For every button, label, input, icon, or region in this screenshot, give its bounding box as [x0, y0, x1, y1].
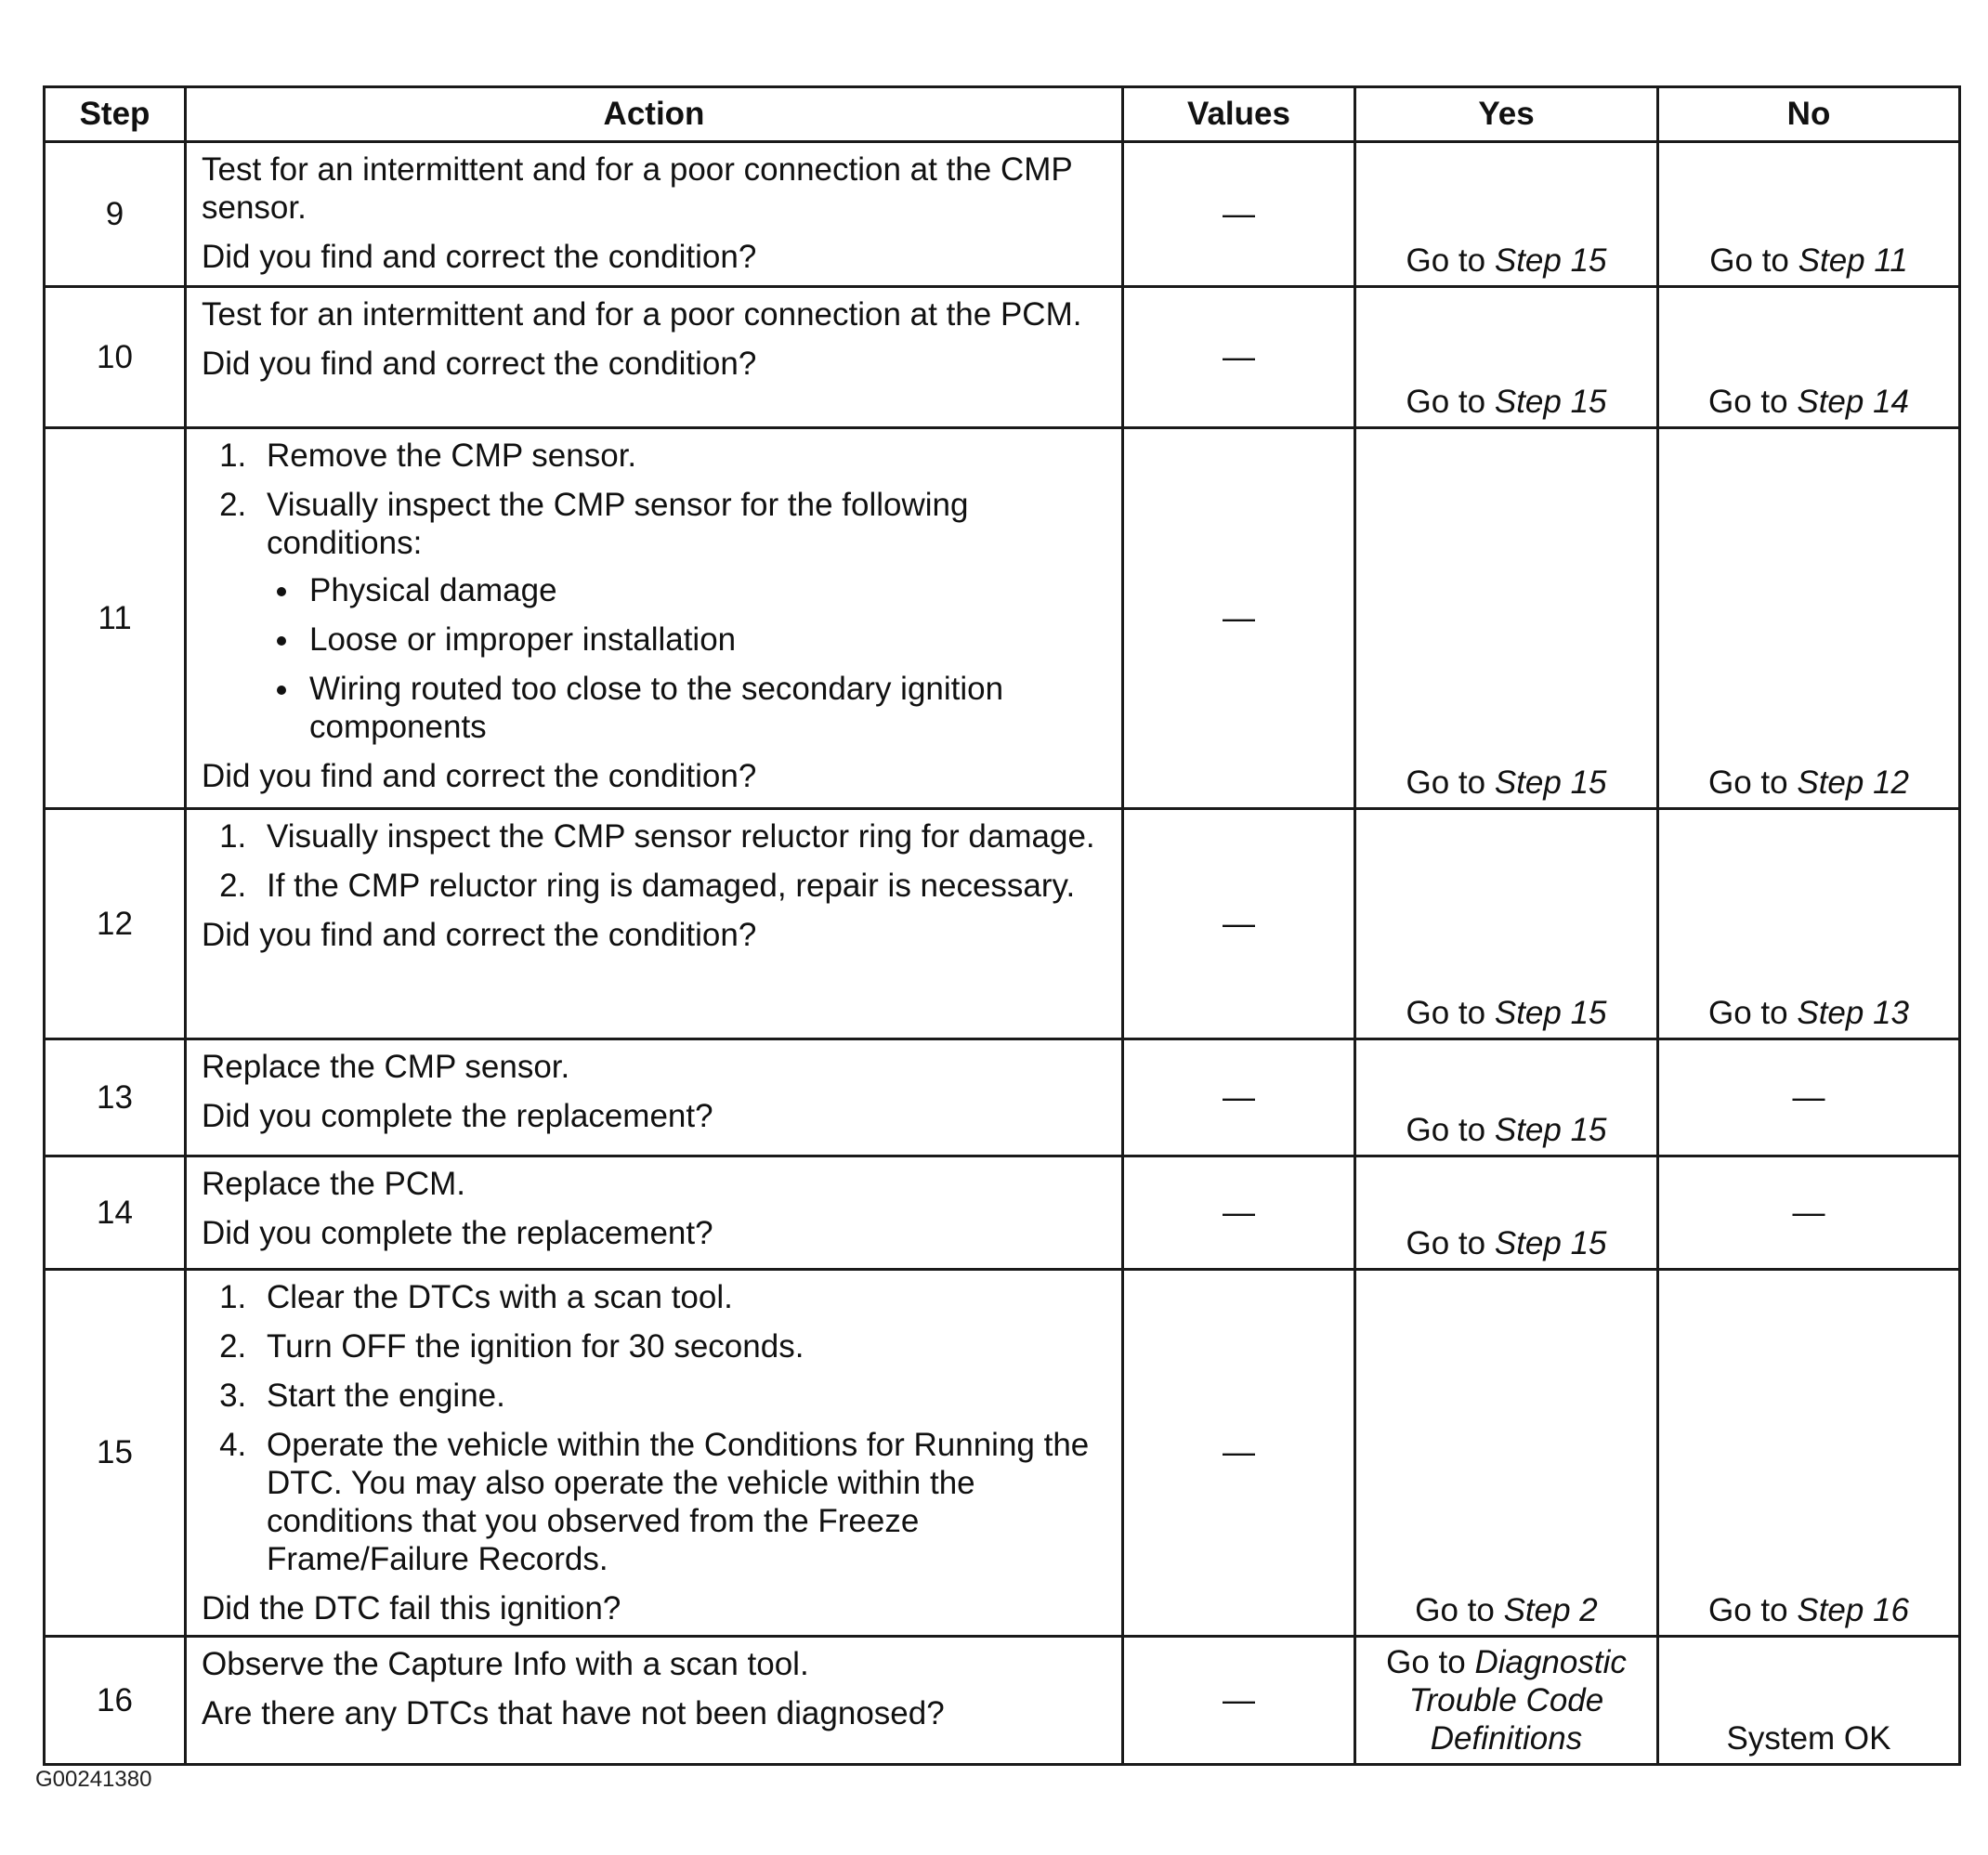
- action-steps: [202, 817, 1108, 905]
- table-row: [45, 1039, 1960, 1156]
- step-number: 16: [45, 1637, 186, 1765]
- action-step-item: 1. Clear the DTCs with a scan tool.: [255, 1278, 1108, 1316]
- goto-prefix: Go to: [1708, 764, 1788, 801]
- values-cell: [1123, 1270, 1355, 1637]
- table-row: [45, 1156, 1960, 1270]
- dash: —: [1223, 1194, 1255, 1231]
- no-link[interactable]: Step 13: [1797, 995, 1909, 1031]
- no-link[interactable]: Step 16: [1797, 1592, 1909, 1628]
- goto-prefix: Go to: [1709, 242, 1789, 279]
- values-cell: [1123, 287, 1355, 428]
- goto-prefix: Go to: [1415, 1592, 1495, 1628]
- action-cell: [186, 1039, 1123, 1156]
- values-cell: [1123, 428, 1355, 809]
- dash: —: [1223, 338, 1255, 375]
- yes-cell: [1355, 1039, 1658, 1156]
- action-step-item: 2. If the CMP reluctor ring is damaged, repair is necessary.: [255, 867, 1108, 905]
- action-step-item: 4. Operate the vehicle within the Conditions for Running the DTC. You may also operate the vehicle within the conditions that you observed from the Freeze Frame/Failure Records.: [255, 1426, 1108, 1578]
- no-link[interactable]: Step 12: [1797, 764, 1909, 801]
- step-number: 13: [45, 1039, 186, 1156]
- action-question: Did the DTC fail this ignition?: [202, 1590, 621, 1626]
- action-text: Replace the PCM.: [202, 1166, 466, 1202]
- yes-link[interactable]: Diagnostic Trouble Code Definitions: [1408, 1644, 1627, 1757]
- action-cell: [186, 809, 1123, 1039]
- no-cell: [1658, 287, 1960, 428]
- goto-prefix: Go to: [1406, 764, 1486, 801]
- no-result-text: System OK: [1726, 1720, 1891, 1757]
- step-number: 11: [45, 428, 186, 809]
- dash: —: [1223, 905, 1255, 942]
- values-cell: [1123, 1637, 1355, 1765]
- no-cell: [1658, 428, 1960, 809]
- yes-link[interactable]: Step 2: [1503, 1592, 1598, 1628]
- dash: —: [1223, 195, 1255, 232]
- dash: —: [1792, 1195, 1825, 1231]
- dash: —: [1223, 599, 1255, 636]
- yes-link[interactable]: Step 15: [1494, 1112, 1607, 1148]
- goto-prefix: Go to: [1708, 995, 1788, 1031]
- step-number: 10: [45, 287, 186, 428]
- condition-item: • Loose or improper installation: [302, 621, 1108, 659]
- condition-list: [267, 571, 1108, 746]
- header-step: Step: [45, 87, 186, 142]
- step-number: 14: [45, 1156, 186, 1270]
- action-question: Did you find and correct the condition?: [202, 346, 757, 382]
- action-question: Did you complete the replacement?: [202, 1098, 713, 1134]
- figure-id: G00241380: [35, 1767, 152, 1792]
- goto-prefix: Go to: [1406, 384, 1486, 420]
- dash: —: [1223, 1681, 1255, 1718]
- condition-item: • Physical damage: [302, 571, 1108, 609]
- action-question: Did you complete the replacement?: [202, 1215, 713, 1251]
- yes-link[interactable]: Step 15: [1494, 384, 1607, 420]
- goto-prefix: Go to: [1708, 1592, 1788, 1628]
- action-text: Test for an intermittent and for a poor connection at the PCM.: [202, 296, 1082, 333]
- table-row: [45, 142, 1960, 287]
- table-row: [45, 428, 1960, 809]
- table-row: [45, 1637, 1960, 1765]
- dash: —: [1792, 1079, 1825, 1116]
- table-row: [45, 1270, 1960, 1637]
- values-cell: [1123, 809, 1355, 1039]
- yes-cell: [1355, 142, 1658, 287]
- no-cell: [1658, 1156, 1960, 1270]
- yes-cell: [1355, 1637, 1658, 1765]
- goto-prefix: Go to: [1406, 1225, 1486, 1261]
- values-cell: [1123, 1039, 1355, 1156]
- header-yes: Yes: [1355, 87, 1658, 142]
- header-row: [45, 87, 1960, 142]
- no-link[interactable]: Step 14: [1797, 384, 1909, 420]
- action-text: Replace the CMP sensor.: [202, 1049, 570, 1085]
- condition-item: • Wiring routed too close to the secondary ignition components: [302, 670, 1108, 746]
- no-cell: [1658, 809, 1960, 1039]
- action-step-text: Visually inspect the CMP sensor for the following conditions:: [267, 487, 969, 561]
- action-question: Did you find and correct the condition?: [202, 917, 757, 953]
- action-question: Did you find and correct the condition?: [202, 239, 757, 275]
- action-text: Test for an intermittent and for a poor connection at the CMP sensor.: [202, 151, 1073, 226]
- step-number: 9: [45, 142, 186, 287]
- step-number: 15: [45, 1270, 186, 1637]
- action-steps: [202, 437, 1108, 746]
- no-cell: [1658, 1637, 1960, 1765]
- yes-cell: [1355, 809, 1658, 1039]
- goto-prefix: Go to: [1406, 1112, 1486, 1148]
- action-cell: [186, 1156, 1123, 1270]
- no-cell: [1658, 1039, 1960, 1156]
- action-step-item: 1. Remove the CMP sensor.: [255, 437, 1108, 475]
- action-cell: [186, 428, 1123, 809]
- table-row: [45, 809, 1960, 1039]
- action-cell: [186, 142, 1123, 287]
- yes-cell: [1355, 287, 1658, 428]
- yes-link[interactable]: Step 15: [1494, 764, 1607, 801]
- step-number: 12: [45, 809, 186, 1039]
- action-step-item: 3. Start the engine.: [255, 1377, 1108, 1415]
- no-cell: [1658, 142, 1960, 287]
- action-question: Did you find and correct the condition?: [202, 758, 757, 794]
- action-cell: [186, 1270, 1123, 1637]
- yes-link[interactable]: Step 15: [1494, 1225, 1607, 1261]
- goto-prefix: Go to: [1406, 995, 1486, 1031]
- action-cell: [186, 1637, 1123, 1765]
- action-step-item: 2. Turn OFF the ignition for 30 seconds.: [255, 1327, 1108, 1365]
- dash: —: [1223, 1078, 1255, 1116]
- yes-link[interactable]: Step 15: [1494, 242, 1607, 279]
- no-link[interactable]: Step 11: [1798, 242, 1908, 279]
- yes-cell: [1355, 428, 1658, 809]
- goto-prefix: Go to: [1406, 242, 1486, 279]
- yes-cell: [1355, 1156, 1658, 1270]
- yes-cell: [1355, 1270, 1658, 1637]
- action-steps: [202, 1278, 1108, 1578]
- goto-prefix: Go to: [1708, 384, 1788, 420]
- values-cell: [1123, 142, 1355, 287]
- goto-prefix: Go to: [1386, 1644, 1466, 1680]
- header-action: Action: [186, 87, 1123, 142]
- action-question: Are there any DTCs that have not been diagnosed?: [202, 1695, 945, 1731]
- table-row: [45, 287, 1960, 428]
- action-step-item: [255, 486, 1108, 746]
- diagnostic-table: [43, 85, 1961, 1766]
- header-no: No: [1658, 87, 1960, 142]
- action-text: Observe the Capture Info with a scan tool.: [202, 1646, 809, 1682]
- action-step-item: 1. Visually inspect the CMP sensor reluctor ring for damage.: [255, 817, 1108, 856]
- values-cell: [1123, 1156, 1355, 1270]
- no-cell: [1658, 1270, 1960, 1637]
- dash: —: [1223, 1434, 1255, 1470]
- yes-link[interactable]: Step 15: [1494, 995, 1607, 1031]
- header-values: Values: [1123, 87, 1355, 142]
- action-cell: [186, 287, 1123, 428]
